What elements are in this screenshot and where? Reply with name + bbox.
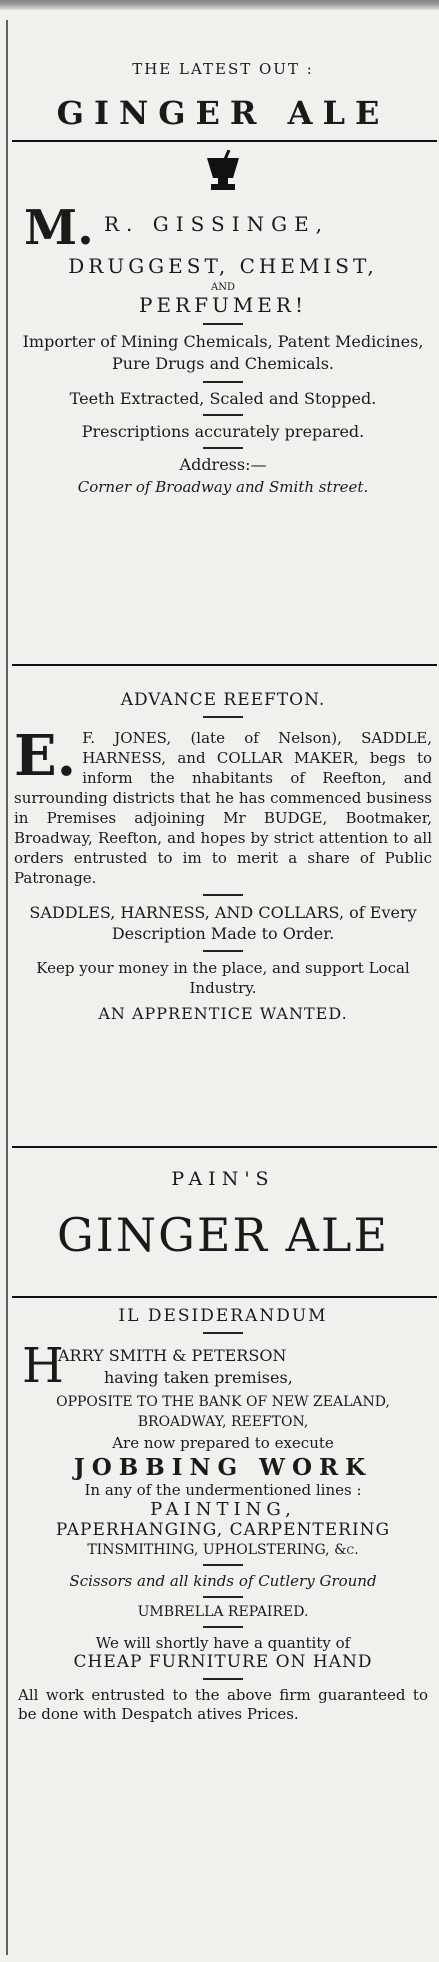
divider [12, 1296, 437, 1298]
location-1: OPPOSITE TO THE BANK OF NEW ZEALAND, [56, 1394, 390, 1410]
guarantee-text: All work entrusted to the above firm guaranteed to be done with Despatch atives Prices. [18, 1686, 428, 1723]
column-rule [6, 20, 8, 1955]
apprentice: AN APPRENTICE WANTED. [98, 1004, 348, 1023]
firm-premises: having taken premises, [104, 1368, 293, 1387]
divider [12, 1146, 437, 1148]
short-rule [203, 414, 243, 416]
short-rule [203, 716, 243, 718]
importer-text: Importer of Mining Chemicals, Patent Medicines, Pure Drugs and Chemicals. [22, 332, 424, 373]
trades-2: TINSMITHING, UPHOLSTERING, &c. [87, 1542, 359, 1558]
local-industry: Keep your money in the place, and support Local Industry. [36, 959, 410, 997]
headline: GINGER ALE [56, 94, 390, 132]
short-rule [203, 1332, 243, 1334]
short-rule [203, 447, 243, 449]
location-2: BROADWAY, REEFTON, [137, 1414, 309, 1430]
trades: PAPERHANGING, CARPENTERING [55, 1520, 391, 1540]
umbrella-text: UMBRELLA REPAIRED. [137, 1604, 309, 1620]
initial: H [22, 1338, 64, 1394]
torn-top-edge [0, 0, 439, 10]
heading: IL DESIDERANDUM [118, 1306, 328, 1326]
gissinge-ad [14, 60, 432, 132]
prescriptions-text: Prescriptions accurately prepared. [81, 422, 365, 441]
short-rule [203, 1678, 243, 1680]
initial: M. [24, 200, 94, 256]
scissors-text: Scissors and all kinds of Cutlery Ground [69, 1572, 377, 1590]
business-title: DRUGGEST, CHEMIST, [68, 254, 378, 278]
teeth-text: Teeth Extracted, Scaled and Stopped. [69, 389, 377, 408]
address: Corner of Broadway and Smith street. [77, 478, 369, 496]
lines-text: In any of the undermentioned lines : [84, 1481, 362, 1499]
shortly-text: We will shortly have a quantity of [95, 1634, 351, 1652]
proprietor-name: R. GISSINGE, [104, 212, 330, 236]
short-rule [203, 950, 243, 952]
divider [12, 664, 437, 666]
prepared-text: Are now prepared to execute [112, 1434, 334, 1452]
painting: PAINTING, [150, 1499, 296, 1520]
jobbing-work: JOBBING WORK [73, 1454, 373, 1481]
pains-ad [14, 1168, 432, 1262]
kicker: PAIN'S [171, 1168, 275, 1190]
short-rule [203, 323, 243, 325]
mortar-area [14, 150, 432, 198]
kicker: THE LATEST OUT : [132, 60, 314, 78]
short-rule [203, 1596, 243, 1598]
and-text: AND [211, 282, 235, 293]
jones-ad [14, 690, 432, 1023]
business-title-2: PERFUMER! [138, 293, 308, 317]
saddles-text: SADDLES, HARNESS, AND COLLARS, of Every Description Made to Order. [29, 903, 417, 943]
divider [12, 140, 437, 142]
firm-name: ARRY SMITH & PETERSON [58, 1346, 287, 1365]
gissinge-body [14, 200, 432, 496]
smith-peterson-ad [14, 1306, 432, 1724]
mortar-pestle-icon [203, 150, 243, 194]
short-rule [203, 1626, 243, 1628]
short-rule [203, 894, 243, 896]
heading: ADVANCE REEFTON. [120, 690, 326, 710]
body-text: F. JONES, (late of Nelson), SADDLE, HARNESS, and COLLAR MAKER, begs to inform the nhabitants of Reefton, and surrounding districts that he has commenced business in Premises adjoining Mr BUDGE, Bootmaker, Broadway, Reefton, and hopes by strict attention to all orders entrusted to im to merit a share of Public Patronage. [14, 729, 432, 887]
headline: GINGER ALE [56, 1208, 390, 1262]
short-rule [203, 1564, 243, 1566]
initial: E. [14, 723, 77, 789]
address-label: Address:— [179, 455, 267, 474]
short-rule [203, 381, 243, 383]
cheap-furniture: CHEAP FURNITURE ON HAND [73, 1652, 373, 1672]
